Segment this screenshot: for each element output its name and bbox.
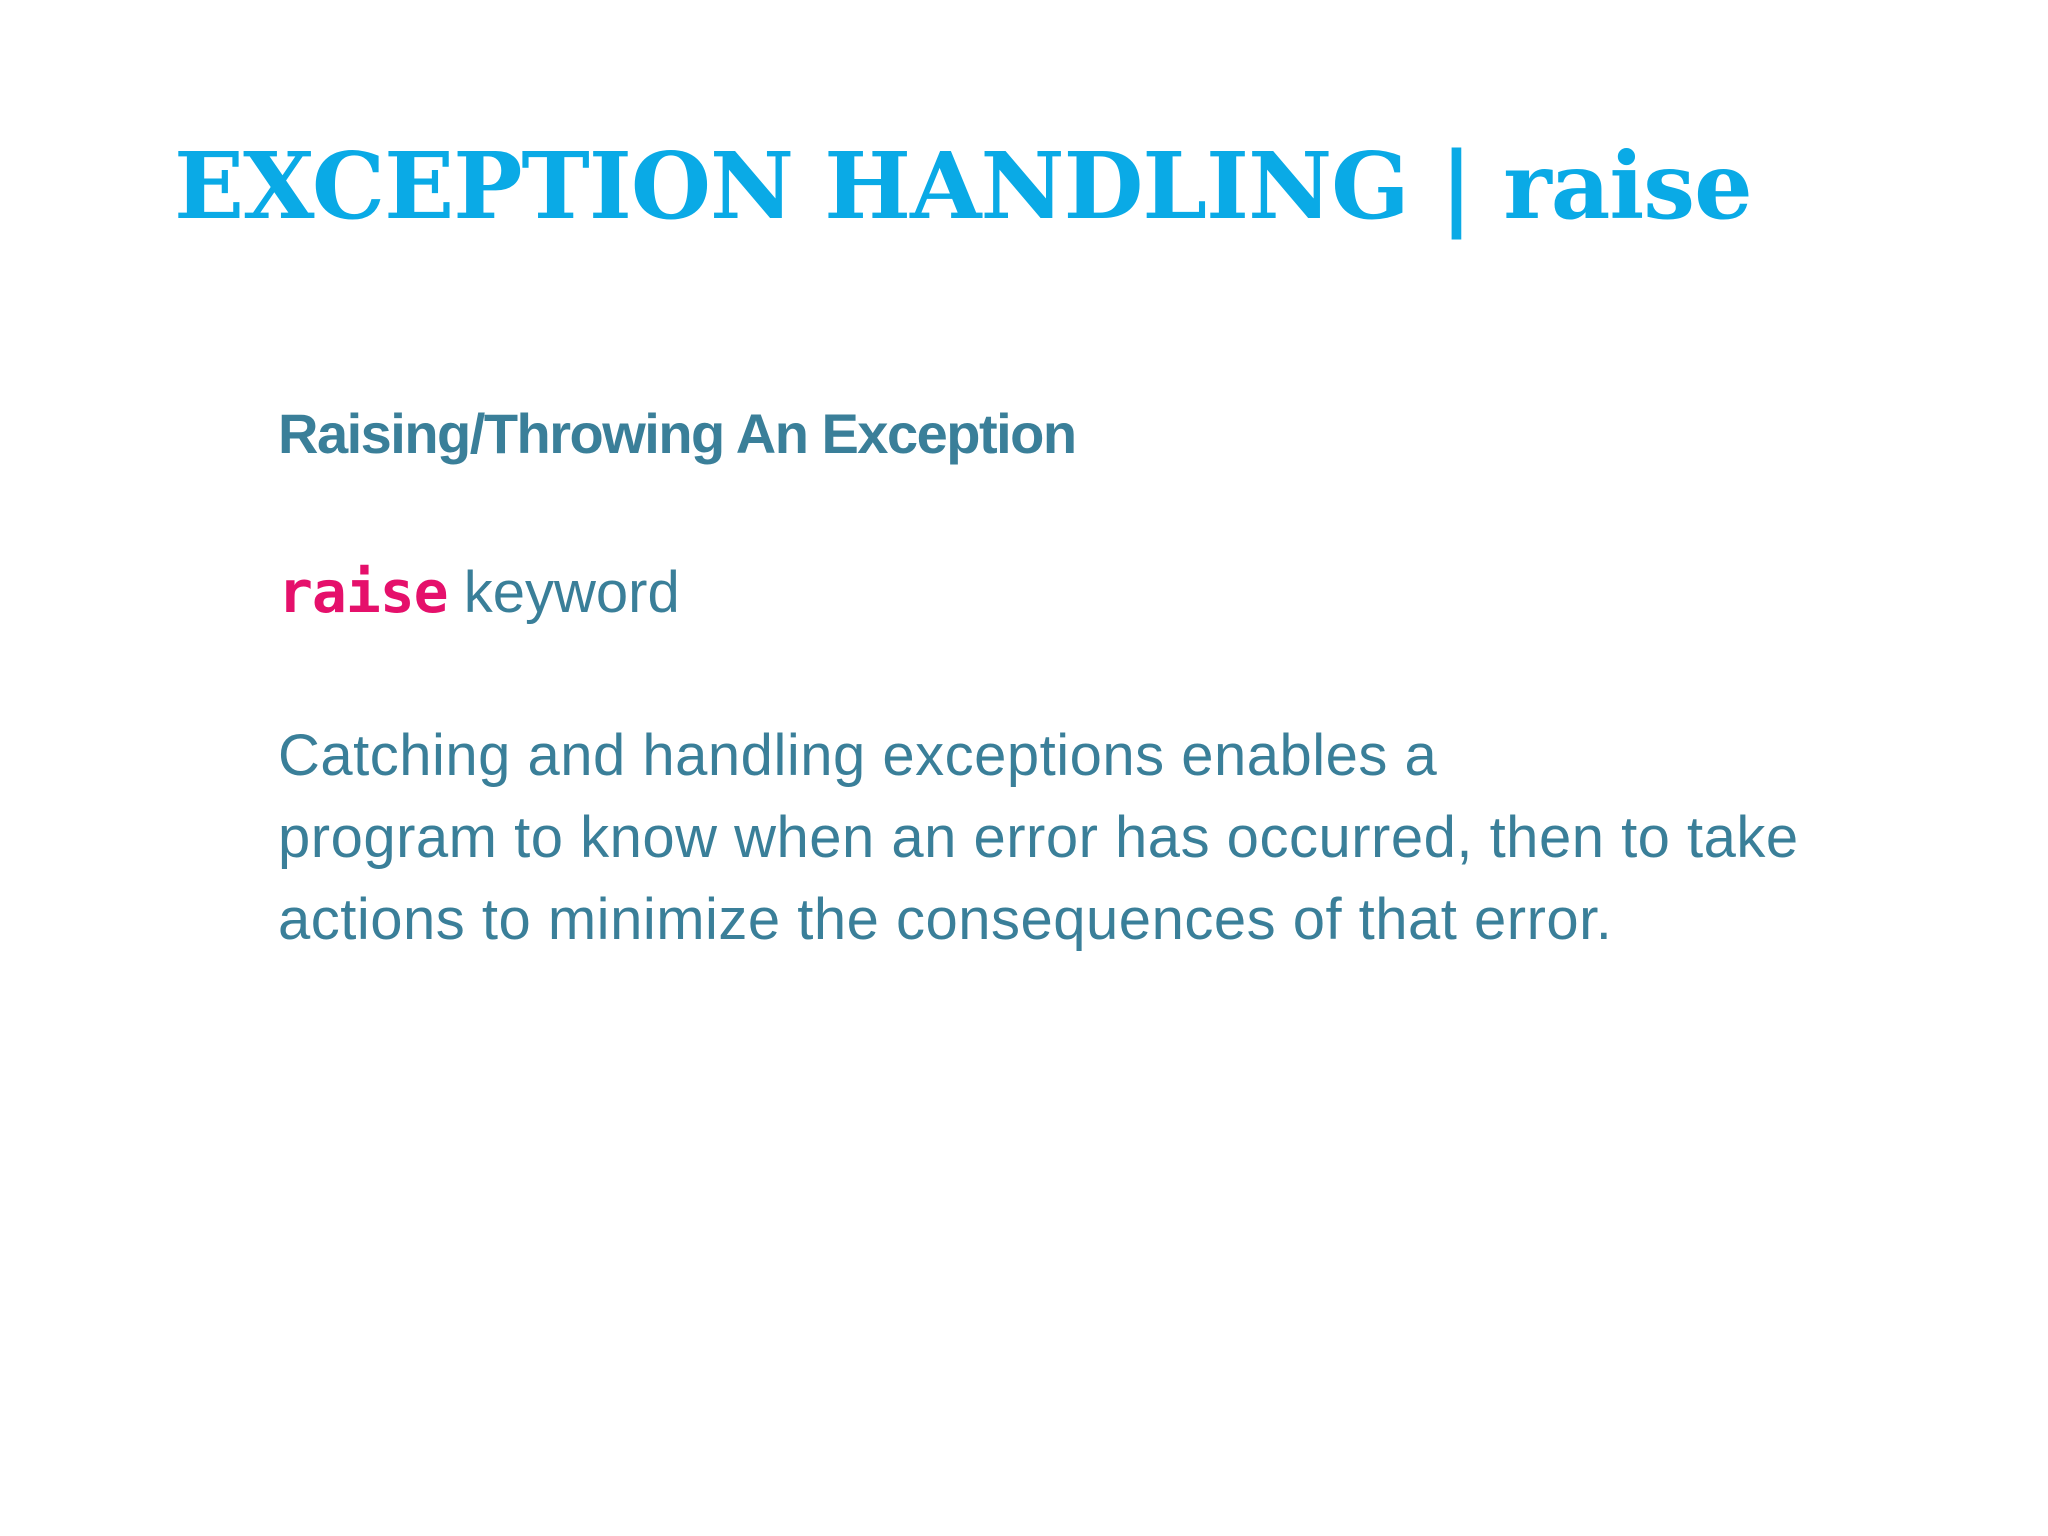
paragraph-line: actions to minimize the consequences of that error. [278,887,1613,952]
paragraph-line: program to know when an error has occurred, then to take [278,805,1799,870]
slide-content [278,398,2018,961]
paragraph-line: Catching and handling exceptions enables a [278,723,1438,788]
raise-keyword-code: raise [278,558,448,626]
keyword-line [278,556,2018,629]
slide-subtitle: Raising/Throwing An Exception [278,402,1076,465]
body-paragraph [278,715,2018,961]
slide-title: EXCEPTION HANDLING | raise [174,132,1752,240]
keyword-label: keyword [447,560,680,625]
